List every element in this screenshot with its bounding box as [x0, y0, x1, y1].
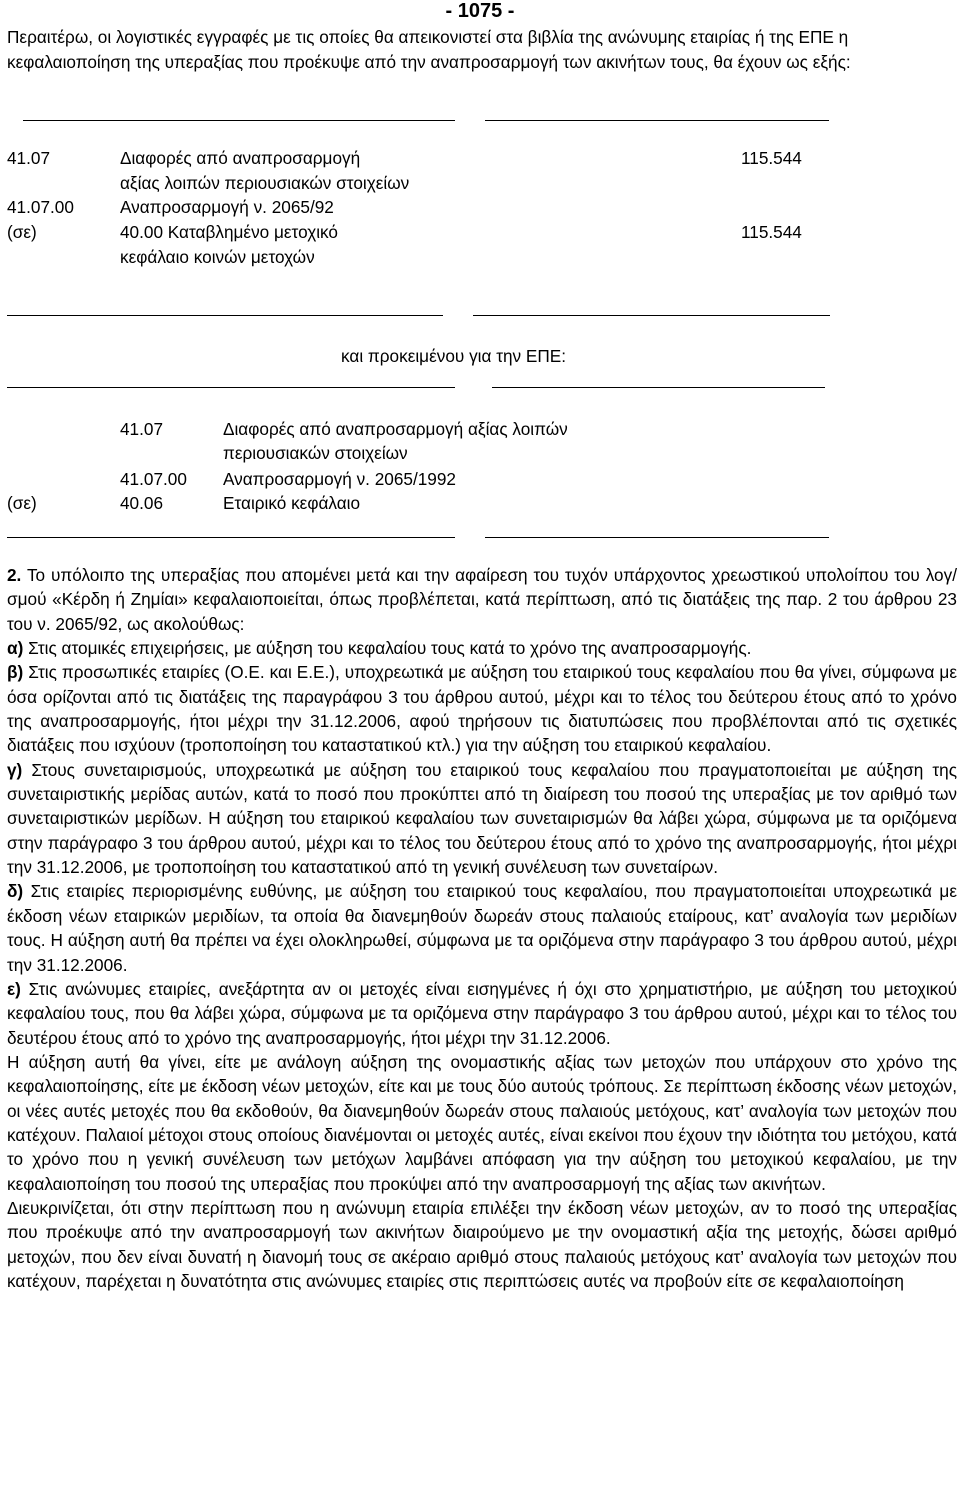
divider [485, 537, 829, 538]
entry1-account-cont: αξίας λοιπών περιουσιακών στοιχείων [120, 173, 410, 193]
entry1-code: 41.07 [7, 148, 51, 168]
entry1-debit-amount: 115.544 [741, 148, 802, 168]
paragraph-c: γ) Στους συνεταιρισμούς, υποχρεωτικά με αύξηση του εταιρικού τους κεφαλαίου που πραγματοποιείται με αύξηση της συνεταιριστικής μερίδας αυτών, κατά το ποσό που προκύπτει από τη διαίρεση του ποσού της υπεραξίας με τον αριθμό των συνεταιριστικών μερίδων. Η αύξηση του εταιρικού κεφαλαίου των συνεταιρισμών θα λάβει χώρα, σύμφωνα με τα οριζόμενα στην παράγραφο 3 του άρθρου αυτού, μέχρι και το τέλος του δεύτερου έτους από το χρόνο της αναπροσαρμογής, ήτοι μέχρι την 31.12.2006, με τροποποίηση του καταστατικού από τη γενική συνέλευση των συνεταίρων. [7, 759, 957, 878]
entry2-account-cont: περιουσιακών στοιχείων [223, 443, 408, 463]
item-c-label: γ) [7, 759, 23, 780]
item-b-label: β) [7, 662, 24, 683]
entry2-account: Διαφορές από αναπροσαρμογή αξίας λοιπών [223, 419, 568, 439]
entry1-subcode: 41.07.00 [7, 197, 74, 217]
item-a-label: α) [7, 638, 24, 659]
entry2-code: 41.07 [120, 419, 164, 439]
epe-heading: και προκειμένου για την ΕΠΕ: [341, 346, 567, 366]
divider [492, 387, 825, 388]
divider [7, 387, 455, 388]
entry2-subcode: 41.07.00 [120, 469, 187, 489]
paragraph-d: δ) Στις εταιρίες περιορισμένης ευθύνης, με αύξηση του εταιρικού τους κεφαλαίου, που πραγματοποιείται υποχρεωτικά με έκδοση νέων εταιρικών μεριδίων, τα οποία θα διανεμηθούν δωρεάν στους παλαιούς εταίρους, κατ’ αναλογία των μεριδίων τους. Η αύξηση αυτή θα πρέπει να έχει ολοκληρωθεί, σύμφωνα με τα οριζόμενα στην παράγραφο 3 του άρθρου αυτού, μέχρι την 31.12.2006. [7, 881, 957, 975]
divider [473, 315, 830, 316]
paragraph-e: ε) Στις ανώνυμες εταιρίες, ανεξάρτητα αν οι μετοχές είναι εισηγμένες ή όχι στο χρηματιστήριο, με αύξηση του μετοχικού κεφαλαίου τους, που θα λάβει χώρα, σύμφωνα με τα οριζόμενα στην παράγραφο 3 του άρθρου αυτού, μέχρι και το τέλος του δευτέρου έτους από το χρόνο της αναπροσαρμογής, ήτοι μέχρι την 31.12.2006. [7, 978, 957, 1048]
entry2-credit-account: Εταιρικό κεφάλαιο [223, 493, 361, 513]
intro-paragraph: Περαιτέρω, οι λογιστικές εγγραφές με τις οποίες θα απεικονιστεί στα βιβλία της ανώνυμης εταιρίας ή της ΕΠΕ η κεφαλαιοποίηση της υπεραξίας που προέκυψε από την αναπροσαρμογή των ακινήτων τους, θα έχουν ως εξής: [7, 27, 851, 72]
item-e-label: ε) [7, 978, 21, 999]
entry2-credit-code: 40.06 [120, 493, 164, 513]
paragraph-a: α) Στις ατομικές επιχειρήσεις, με αύξηση του κεφαλαίου τους κατά το χρόνο της αναπροσαρμογής. [7, 638, 752, 659]
divider [7, 537, 455, 538]
entry1-credit-amount: 115.544 [741, 222, 802, 242]
page-number: - 1075 - [445, 0, 515, 22]
body-text [7, 563, 957, 1293]
paragraph-clarification: Διευκρινίζεται, ότι στην περίπτωση που η ανώνυμη εταιρία επιλέξει την έκδοση νέων μετοχών, αν το ποσό της υπεραξίας που προέκυψε από την αναπροσαρμογή των ακινήτων διαιρούμενο με την ονομαστική αξία της μετοχής, δώσει αριθμό μετοχών, που δεν είναι δυνατή η διανομή τους σε ακέραιο αριθμό στους παλαιούς μετόχους κατ’ αναλογία των μετοχών που κατέχουν, παρέχεται η δυνατότητα στις ανώνυμες εταιρίες στις περιπτώσεις αυτές να προβούν είτε σε κεφαλαιοποίηση [7, 1197, 957, 1291]
divider [7, 315, 443, 316]
entry2-credit-prefix: (σε) [7, 493, 37, 513]
paragraph-increase: Η αύξηση αυτή θα γίνει, είτε με ανάλογη αύξηση της ονομαστικής αξίας των μετοχών που υπάρχουν στο χρόνο της κεφαλαιοποίησης, είτε με έκδοση νέων μετοχών, είτε και με τους δύο αυτούς τρόπους. Σε περίπτωση έκδοσης νέων μετοχών, οι νέες αυτές μετοχές που θα εκδοθούν, θα διανεμηθούν δωρεάν στους παλαιούς μετόχους, κατ’ αναλογία των μετοχών που κατέχουν. Παλαιοί μέτοχοι στους οποίους διανέμονται οι μετοχές αυτές, είναι εκείνοι που έχουν την ιδιότητα του μετόχου, κατά το χρόνο που η γενική συνέλευση των μετόχων λαμβάνει απόφαση για την αύξηση του μετοχικού κεφαλαίου, με την κεφαλαιοποίηση του ποσού της υπεραξίας που προκύψει από την αναπροσαρμογή της αξίας των ακινήτων. [7, 1051, 957, 1194]
entry1-credit-prefix: (σε) [7, 222, 37, 242]
entry1-credit-account-cont: κεφάλαιο κοινών μετοχών [120, 247, 315, 267]
divider [485, 120, 829, 121]
paragraph-2: 2. Το υπόλοιπο της υπεραξίας που απομένει μετά και την αφαίρεση του τυχόν υπάρχοντος χρεωστικού υπολοίπου του λογ/σμού «Κέρδη ή Ζημίαι» κεφαλαιοποιείται, όπως προβλέπεται, κατά περίπτωση, από τις διατάξεις της παρ. 2 του άρθρου 23 του ν. 2065/92, ως ακολούθως: [7, 565, 957, 634]
entry1-account: Διαφορές από αναπροσαρμογή [120, 148, 361, 168]
entry1-subaccount: Αναπροσαρμογή ν. 2065/92 [120, 197, 334, 217]
paragraph-b: β) Στις προσωπικές εταιρίες (Ο.Ε. και Ε.Ε.), υποχρεωτικά με αύξηση του εταιρικού τους κεφαλαίου που θα γίνει, σύμφωνα με όσα ορίζονται από τις διατάξεις της παραγράφου 3 του άρθρου αυτού, μέχρι και το τέλος του δεύτερου έτους από το χρόνο της αναπροσαρμογής, ήτοι μέχρι την 31.12.2006, αφού τηρήσουν τις διατυπώσεις που προβλέπονται από τις σχετικές διατάξεις που ισχύουν (τροποποίηση του καταστατικού κτλ.) για την αύξηση του εταιρικού κεφαλαίου. [7, 662, 957, 756]
item-d-label: δ) [7, 881, 24, 902]
divider [23, 120, 455, 121]
entry1-credit-account: 40.00 Καταβλημένο μετοχικό [120, 222, 338, 242]
paragraph-2-label: 2. [7, 565, 22, 585]
entry2-subaccount: Αναπροσαρμογή ν. 2065/1992 [223, 469, 456, 489]
